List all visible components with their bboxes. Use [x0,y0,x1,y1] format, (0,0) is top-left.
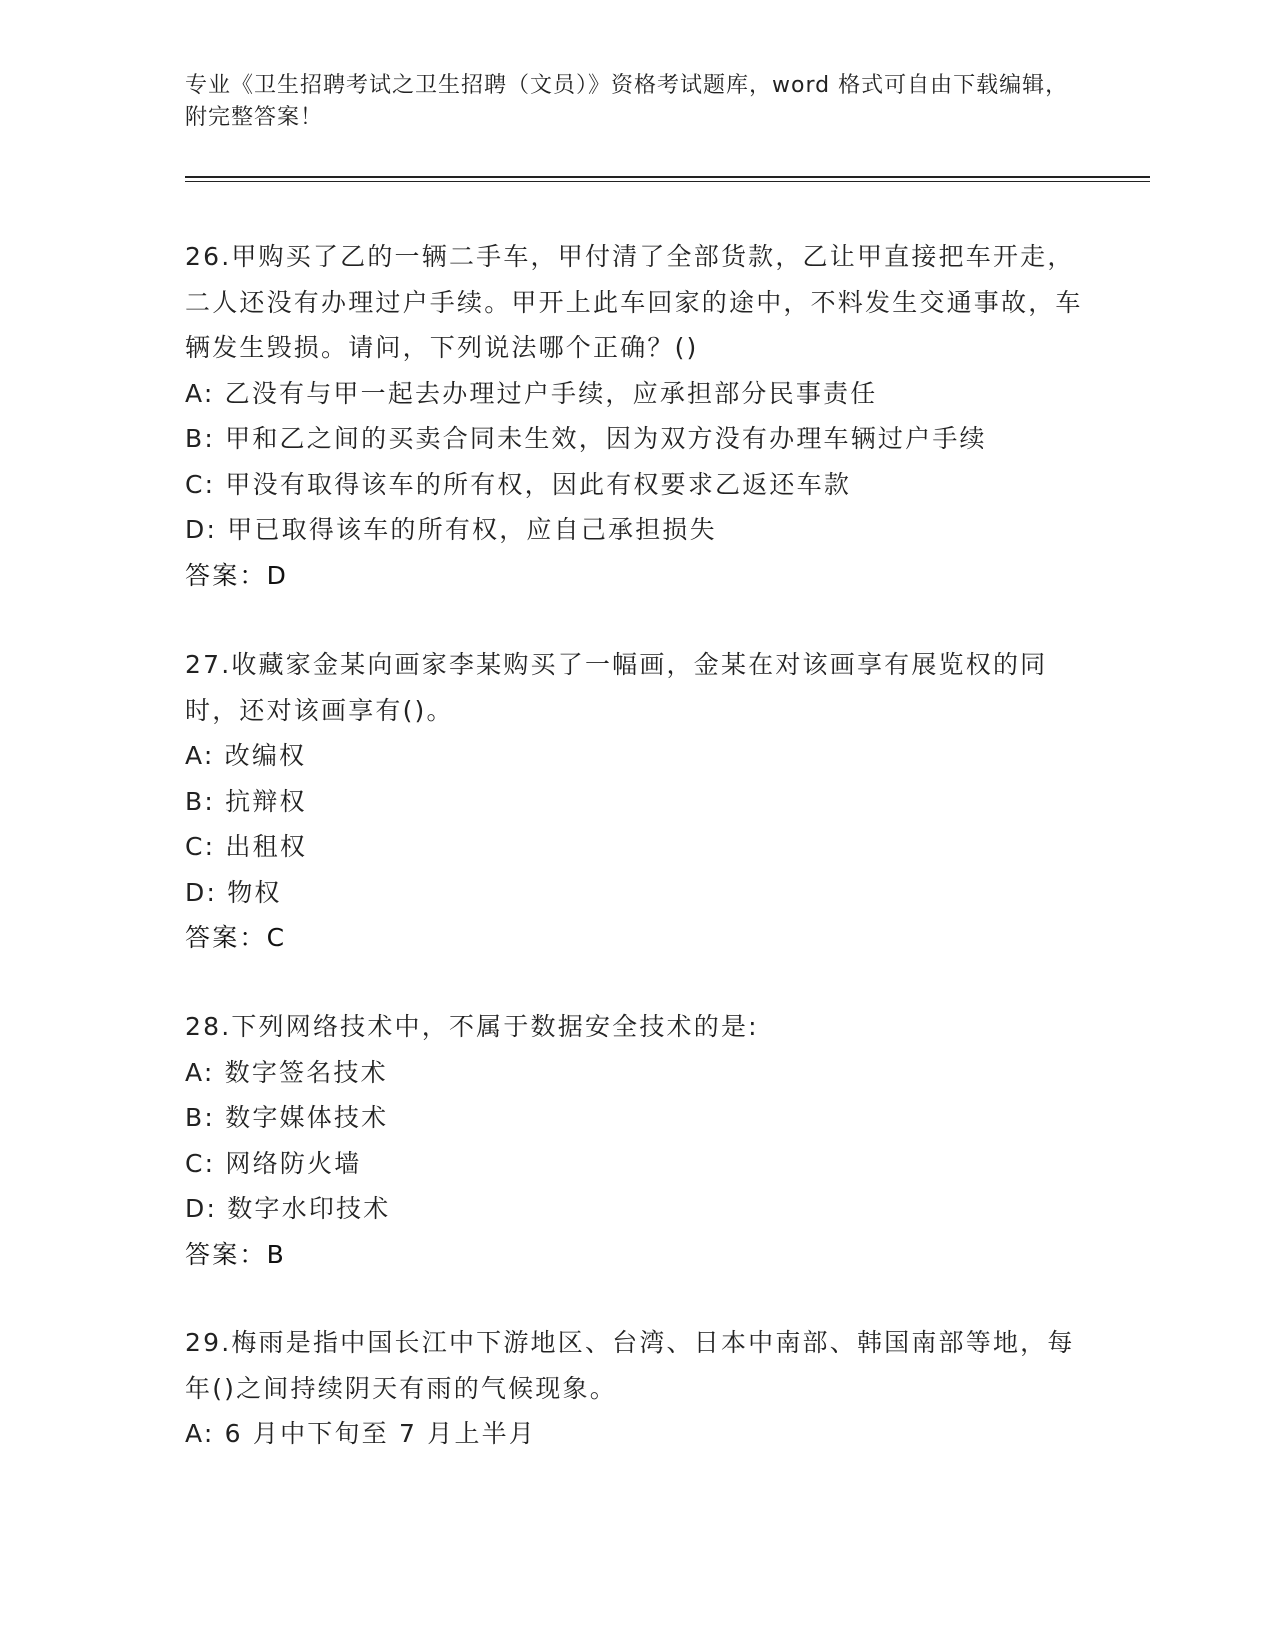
header-divider-thick [185,176,1150,178]
question-26 [185,234,1085,598]
answer-line: 答案：B [185,1239,286,1269]
question-text: 27.收藏家金某向画家李某购买了一幅画，金某在对该画享有展览权的同时，还对该画享有()。 [185,650,1048,725]
header-text: 专业《卫生招聘考试之卫生招聘（文员）》资格考试题库，word 格式可自由下载编辑，附完整答案！ [185,73,1069,130]
option-a: A: 改编权 [185,741,307,770]
question-27 [185,642,1085,961]
answer-line: 答案：D [185,560,289,590]
header-divider-thin [185,181,1150,182]
option-d: D: 甲已取得该车的所有权，应自己承担损失 [185,515,717,544]
option-c: C: 网络防火墙 [185,1148,362,1178]
option-b: B: 抗辩权 [185,786,307,816]
option-c: C: 甲没有取得该车的所有权，因此有权要求乙返还车款 [185,469,852,499]
question-29 [185,1320,1085,1457]
question-text: 26.甲购买了乙的一辆二手车，甲付清了全部货款，乙让甲直接把车开走，二人还没有办理过户手续。甲开上此车回家的途中，不料发生交通事故，车辆发生毁损。请问，下列说法哪个正确？() [185,242,1083,362]
question-28 [185,1004,1085,1277]
option-a: A: 6 月中下旬至 7 月上半月 [185,1419,537,1448]
option-a: A: 数字签名技术 [185,1057,388,1087]
option-c: C: 出租权 [185,832,308,861]
option-a: A: 乙没有与甲一起去办理过户手续，应承担部分民事责任 [185,378,878,408]
option-b: B: 甲和乙之间的买卖合同未生效，因为双方没有办理车辆过户手续 [185,424,987,453]
option-d: D: 物权 [185,877,282,907]
question-text: 29.梅雨是指中国长江中下游地区、台湾、日本中南部、韩国南部等地，每年()之间持续阴天有雨的气候现象。 [185,1328,1075,1403]
question-text: 28.下列网络技术中，不属于数据安全技术的是: [185,1012,759,1041]
answer-line: 答案：C [185,923,287,952]
option-b: B: 数字媒体技术 [185,1103,389,1132]
option-d: D: 数字水印技术 [185,1194,391,1223]
